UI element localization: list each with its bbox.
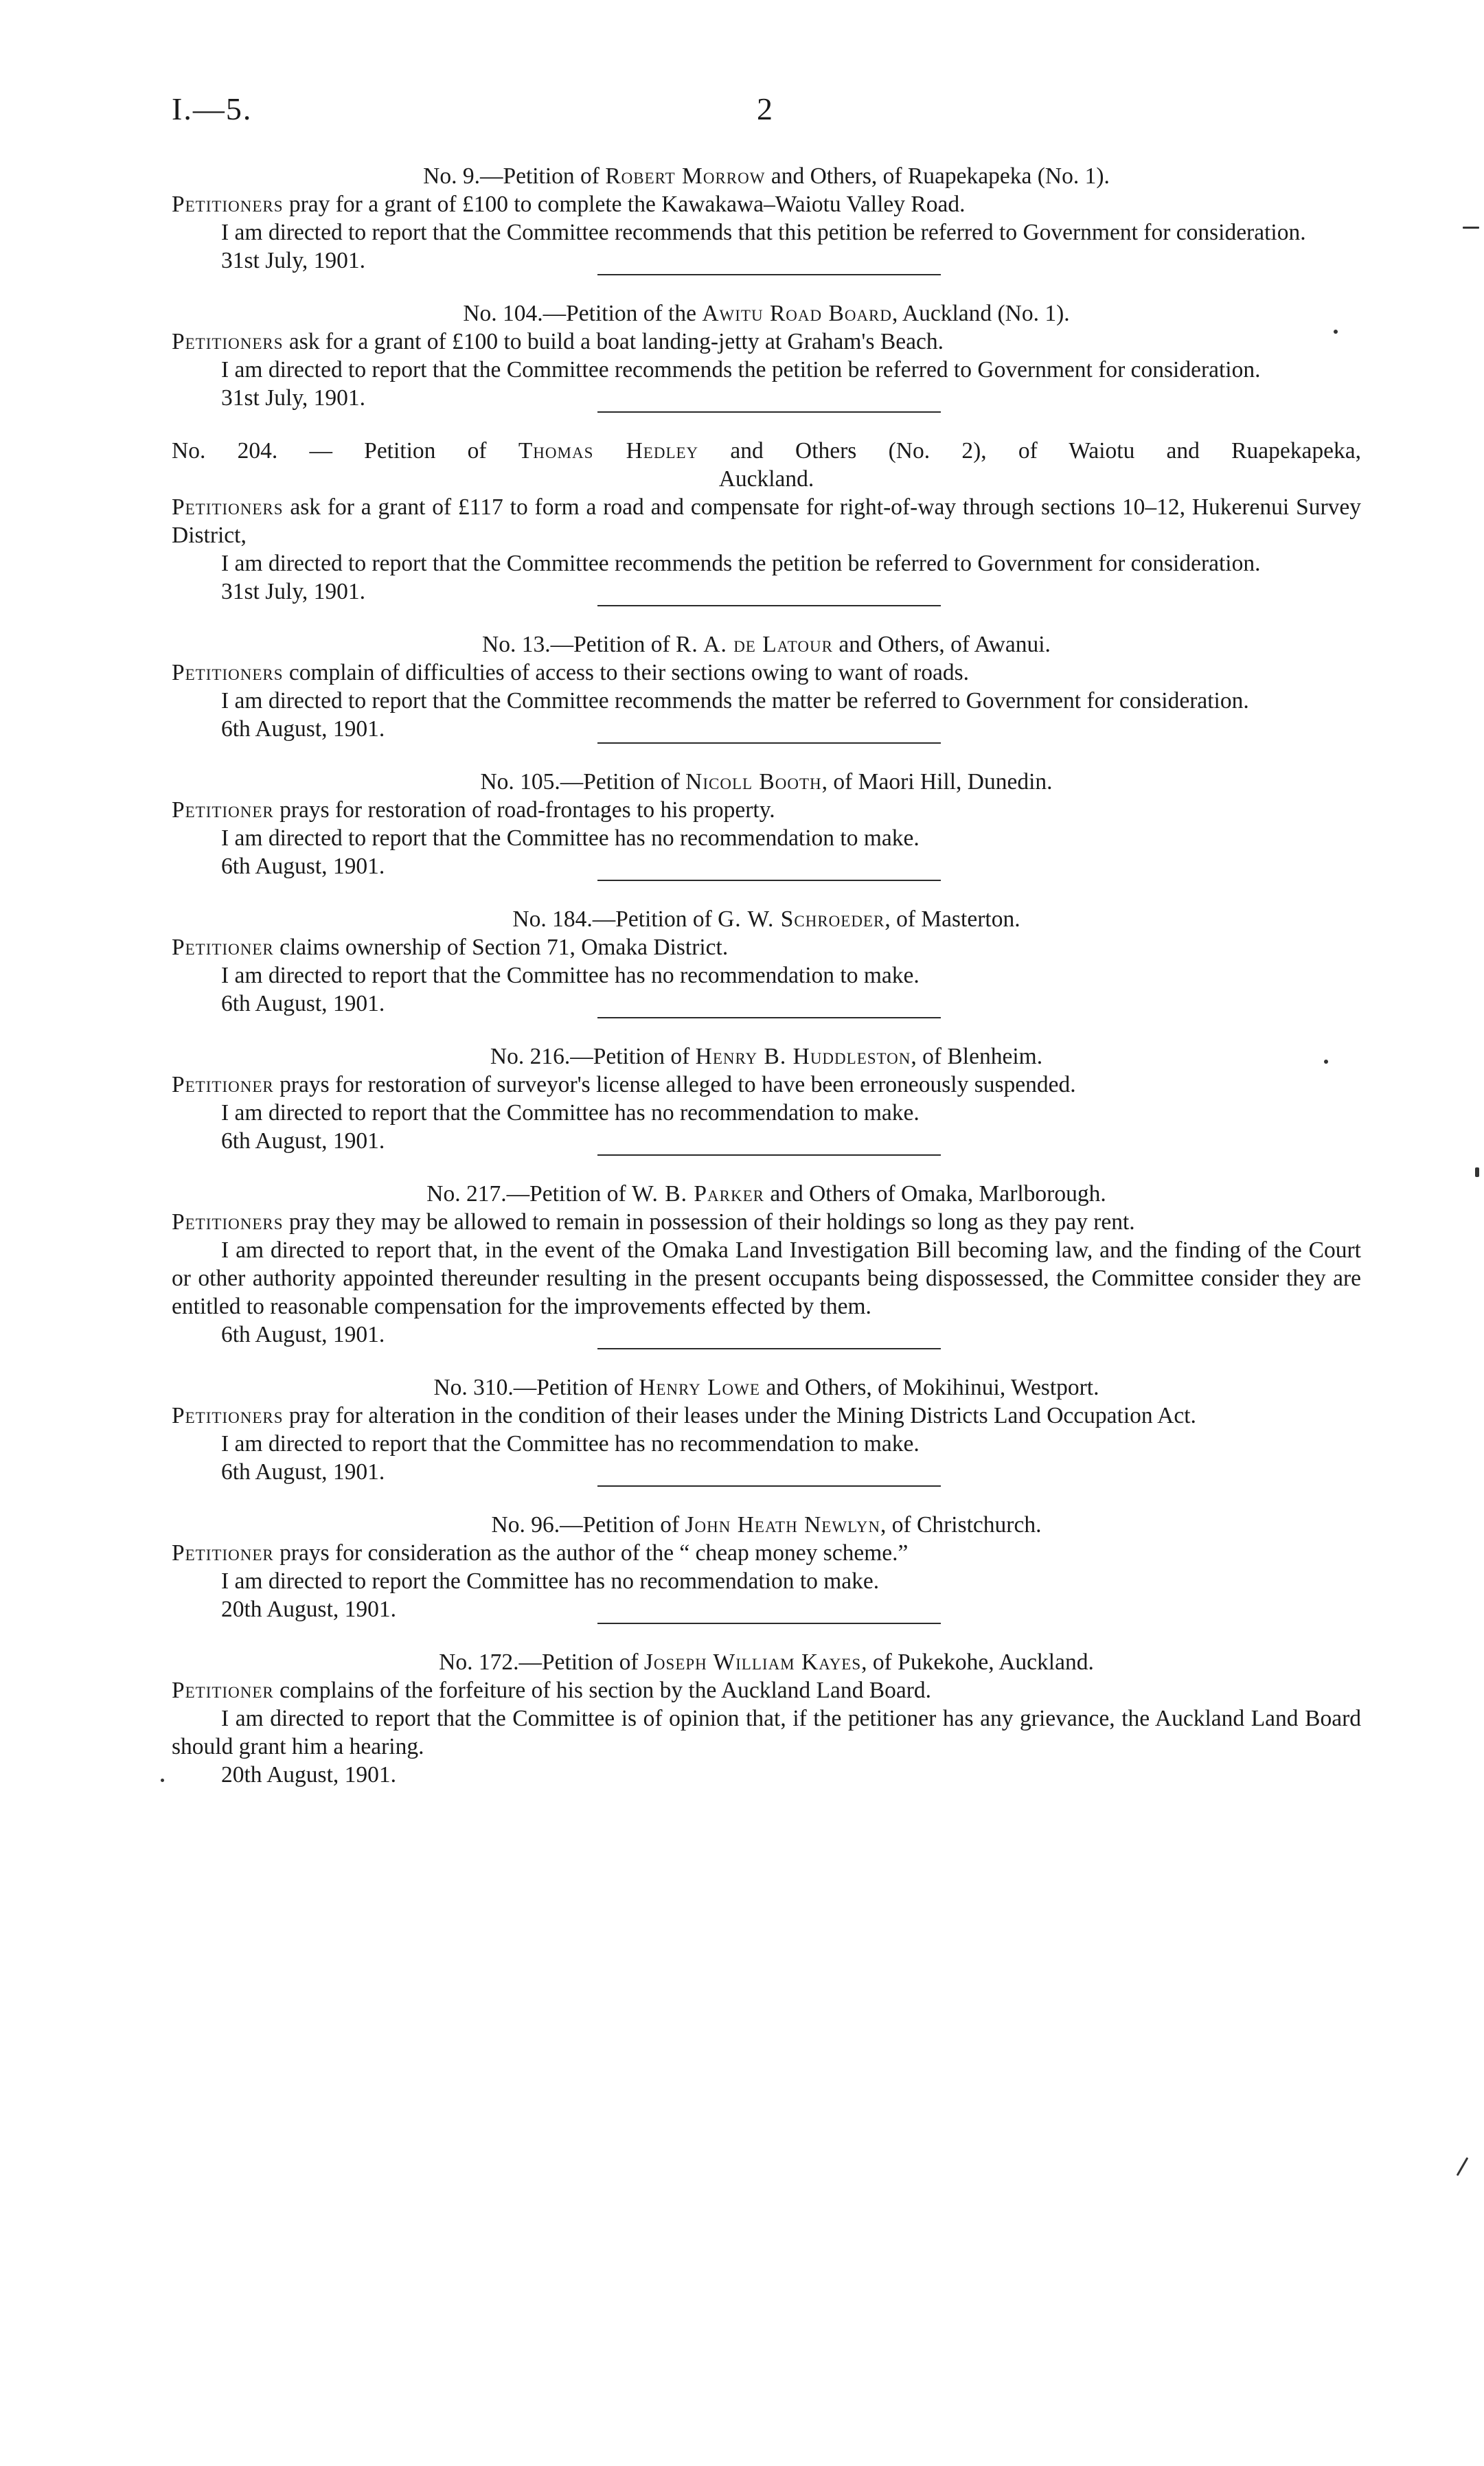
committee-report: I am directed to report that the Committee recommends the petition be referred to Government for consideration. bbox=[221, 357, 1261, 383]
petitioner-name: W. B. Parker bbox=[631, 1181, 764, 1207]
scan-speck bbox=[1475, 1167, 1479, 1177]
report-date-row bbox=[172, 578, 1361, 606]
petition-subject: Petitioner prays for restoration of surveyor's license alleged to have been erroneously suspended. bbox=[172, 1072, 1076, 1097]
scan-speck bbox=[1324, 1060, 1328, 1064]
petition-heading-continued: Auckland. bbox=[718, 466, 814, 492]
petition-heading: No. 96.—Petition of John Heath Newlyn, of Christchurch. bbox=[491, 1512, 1042, 1538]
petition-heading: No. 172.—Petition of Joseph William Kayes, of Pukekohe, Auckland. bbox=[439, 1649, 1094, 1675]
petition-subject: Petitioners ask for a grant of £117 to form a road and compensate for right-of-way through sections 10–12, Hukerenui Survey District, bbox=[172, 494, 1361, 548]
report-date: 6th August, 1901. bbox=[221, 1459, 385, 1485]
petition-entry bbox=[172, 162, 1361, 275]
petition-heading: No. 310.—Petition of Henry Lowe and Others, of Mokihinui, Westport. bbox=[433, 1375, 1099, 1400]
report-date-row bbox=[172, 715, 1361, 743]
report-date: 20th August, 1901. bbox=[221, 1597, 396, 1622]
report-date: 31st July, 1901. bbox=[221, 248, 366, 273]
scan-speck bbox=[161, 1779, 164, 1782]
petitioner-name: Henry B. Huddleston bbox=[695, 1044, 911, 1069]
petition-entry bbox=[172, 1180, 1361, 1349]
report-date-row bbox=[172, 1595, 1361, 1623]
petition-subject: Petitioners complain of difficulties of access to their sections owing to want of roads. bbox=[172, 660, 970, 685]
petitioner-name: John Heath Newlyn bbox=[685, 1512, 880, 1538]
petition-heading: No. 13.—Petition of R. A. de Latour and Others, of Awanui. bbox=[482, 632, 1051, 657]
page-number: 2 bbox=[757, 91, 773, 126]
scan-speck bbox=[1463, 227, 1479, 229]
petition-subject: Petitioners ask for a grant of £100 to build a boat landing-jetty at Graham's Beach. bbox=[172, 329, 944, 354]
petition-subject: Petitioner claims ownership of Section 71, Omaka District. bbox=[172, 935, 729, 960]
petition-entry bbox=[172, 299, 1361, 412]
committee-report: I am directed to report that the Committee has no recommendation to make. bbox=[221, 825, 920, 851]
scan-speck bbox=[1457, 2157, 1469, 2176]
committee-report: I am directed to report that the Committee has no recommendation to make. bbox=[221, 1100, 920, 1126]
petition-heading: No. 104.—Petition of the Awitu Road Board, Auckland (No. 1). bbox=[463, 301, 1070, 326]
petition-heading: No. 204. — Petition of Thomas Hedley and Others (No. 2), of Waiotu and Ruapekapeka, bbox=[172, 438, 1361, 464]
report-date: 6th August, 1901. bbox=[221, 991, 385, 1016]
petition-heading: No. 216.—Petition of Henry B. Huddleston, of Blenheim. bbox=[490, 1044, 1043, 1069]
petition-heading: No. 184.—Petition of G. W. Schroeder, of Masterton. bbox=[512, 906, 1020, 932]
petition-entry bbox=[172, 768, 1361, 880]
report-date-row bbox=[172, 384, 1361, 412]
report-date-row bbox=[172, 852, 1361, 880]
committee-report: I am directed to report the Committee has no recommendation to make. bbox=[221, 1568, 880, 1594]
petition-heading: No. 217.—Petition of W. B. Parker and Others of Omaka, Marlborough. bbox=[426, 1181, 1106, 1207]
petition-subject: Petitioner prays for restoration of road-frontages to his property. bbox=[172, 797, 775, 823]
running-header bbox=[0, 91, 1484, 132]
petitioner-name: Henry Lowe bbox=[639, 1375, 760, 1400]
petition-subject: Petitioners pray for alteration in the condition of their leases under the Mining Districts Land Occupation Act. bbox=[172, 1403, 1196, 1428]
section-divider bbox=[597, 1154, 941, 1156]
report-date-row bbox=[172, 1761, 1361, 1789]
report-date: 6th August, 1901. bbox=[221, 1322, 385, 1347]
petitioner-name: Joseph William Kayes bbox=[643, 1649, 862, 1675]
report-date-row bbox=[172, 247, 1361, 275]
petition-entry bbox=[172, 1042, 1361, 1155]
petition-entry bbox=[172, 1648, 1361, 1789]
report-date: 31st July, 1901. bbox=[221, 579, 366, 604]
committee-report: I am directed to report that, in the event of the Omaka Land Investigation Bill becoming law, and the finding of the Court or other authority appointed thereunder resulting in the present occupants being dispossessed, the Committee consider they are entitled to reasonable compensation for the improvements effected by them. bbox=[172, 1237, 1361, 1319]
petitioner-name: Nicoll Booth bbox=[685, 769, 822, 795]
petitioner-name: G. W. Schroeder bbox=[718, 906, 885, 932]
petition-entry bbox=[172, 437, 1361, 606]
report-date-row bbox=[172, 1321, 1361, 1349]
petition-heading: No. 9.—Petition of Robert Morrow and Others, of Ruapekapeka (No. 1). bbox=[423, 163, 1110, 189]
committee-report: I am directed to report that the Committee recommends that this petition be referred to Government for consideration. bbox=[221, 220, 1306, 245]
petition-entry bbox=[172, 905, 1361, 1018]
petition-subject: Petitioners pray they may be allowed to remain in possession of their holdings so long as they pay rent. bbox=[172, 1209, 1135, 1235]
petitioner-name: R. A. de Latour bbox=[676, 632, 833, 657]
petition-subject: Petitioner complains of the forfeiture of his section by the Auckland Land Board. bbox=[172, 1678, 932, 1703]
petition-entry bbox=[172, 1373, 1361, 1486]
report-date: 6th August, 1901. bbox=[221, 716, 385, 742]
petition-subject: Petitioner prays for consideration as the author of the “ cheap money scheme.” bbox=[172, 1540, 909, 1566]
section-divider bbox=[597, 1348, 941, 1349]
section-divider bbox=[597, 605, 941, 606]
section-divider bbox=[597, 742, 941, 744]
petitioner-name: Robert Morrow bbox=[605, 163, 766, 189]
report-date-row bbox=[172, 990, 1361, 1018]
petition-entry bbox=[172, 1511, 1361, 1623]
section-divider bbox=[597, 1623, 941, 1624]
petition-subject: Petitioners pray for a grant of £100 to complete the Kawakawa–Waiotu Valley Road. bbox=[172, 192, 966, 217]
committee-report: I am directed to report that the Committee has no recommendation to make. bbox=[221, 963, 920, 988]
section-divider bbox=[597, 411, 941, 413]
report-date: 31st July, 1901. bbox=[221, 385, 366, 411]
report-date-row bbox=[172, 1458, 1361, 1486]
report-date: 20th August, 1901. bbox=[221, 1762, 396, 1788]
section-divider bbox=[597, 880, 941, 881]
committee-report: I am directed to report that the Committee is of opinion that, if the petitioner has any grievance, the Auckland Land Board should grant him a hearing. bbox=[172, 1706, 1361, 1759]
committee-report: I am directed to report that the Committee recommends the matter be referred to Government for consideration. bbox=[221, 688, 1249, 713]
committee-report: I am directed to report that the Committee recommends the petition be referred to Government for consideration. bbox=[221, 551, 1261, 576]
section-divider bbox=[597, 1017, 941, 1018]
paper-reference: I.—5. bbox=[172, 91, 253, 126]
petitioner-name: Thomas Hedley bbox=[518, 438, 699, 464]
petition-heading: No. 105.—Petition of Nicoll Booth, of Maori Hill, Dunedin. bbox=[480, 769, 1053, 795]
report-date: 6th August, 1901. bbox=[221, 1128, 385, 1154]
report-date: 6th August, 1901. bbox=[221, 854, 385, 879]
scan-speck bbox=[1334, 330, 1338, 334]
petitions-list bbox=[172, 162, 1361, 1789]
section-divider bbox=[597, 1485, 941, 1487]
report-date-row bbox=[172, 1127, 1361, 1155]
petitioner-name: Awitu Road Board bbox=[702, 301, 893, 326]
petition-entry bbox=[172, 630, 1361, 743]
committee-report: I am directed to report that the Committee has no recommendation to make. bbox=[221, 1431, 920, 1457]
section-divider bbox=[597, 274, 941, 275]
